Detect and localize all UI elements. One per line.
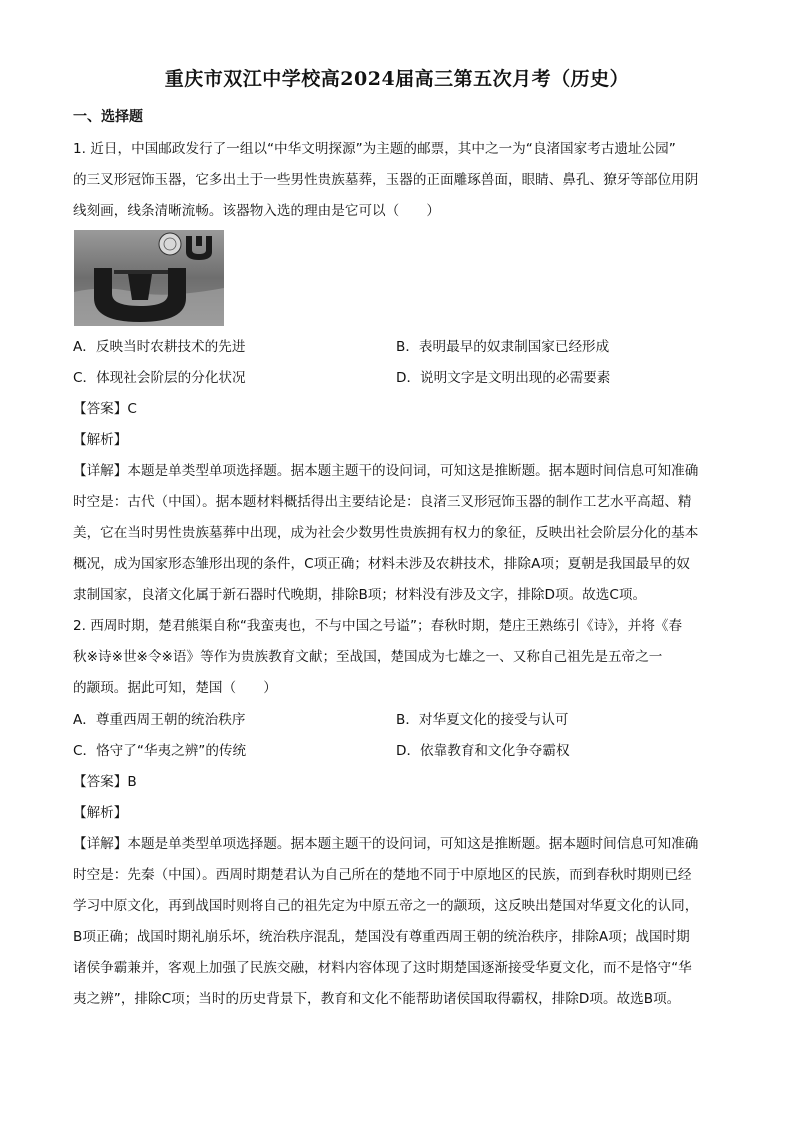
question-1-line: 1. 近日，中国邮政发行了一组以“中华文明探源”为主题的邮票，其中之一为“良渚国家考古遗址公园” bbox=[73, 141, 676, 157]
detail-line: B项正确；战国时期礼崩乐坏，统治秩序混乱，楚国没有尊重西周王朝的统治秩序，排除A项；战国时期 bbox=[73, 929, 690, 945]
detail-line: 概况，成为国家形态雏形出现的条件，C项正确；材料未涉及农耕技术，排除A项；夏朝是我国最早的奴 bbox=[73, 556, 690, 572]
question-1-analysis-label: 【解析】 bbox=[73, 432, 128, 448]
question-2-detail bbox=[73, 829, 723, 1015]
option-b: B．表明最早的奴隶制国家已经形成 bbox=[396, 339, 610, 355]
question-1-detail bbox=[73, 456, 723, 611]
option-c: C．体现社会阶层的分化状况 bbox=[73, 370, 246, 386]
page-title: 重庆市双江中学校高2024届高三第五次月考（历史） bbox=[164, 68, 630, 90]
option-d: D．说明文字是文明出现的必需要素 bbox=[396, 370, 611, 386]
question-1-stem bbox=[73, 134, 723, 227]
jade-artifact-photo bbox=[74, 230, 224, 326]
option-b: B．对华夏文化的接受与认可 bbox=[396, 712, 569, 728]
question-1-answer: 【答案】C bbox=[73, 401, 137, 417]
option-a: A．尊重西周王朝的统治秩序 bbox=[73, 712, 246, 728]
question-2-answer: 【答案】B bbox=[73, 774, 137, 790]
detail-line: 【详解】本题是单类型单项选择题。据本题主题干的设问词，可知这是推断题。据本题时间信息可知准确 bbox=[73, 836, 699, 852]
detail-line: 夷之辨”，排除C项；当时的历史背景下，教育和文化不能帮助诸侯国取得霸权，排除D项。故选B项。 bbox=[73, 991, 681, 1007]
question-1-line: 线刻画，线条清晰流畅。该器物入选的理由是它可以（ ） bbox=[73, 203, 441, 219]
detail-line: 美，它在当时男性贵族墓葬中出现，成为社会少数男性贵族拥有权力的象征，反映出社会阶层分化的基本 bbox=[73, 525, 699, 541]
question-2-line: 的颛顼。据此可知，楚国（ ） bbox=[73, 680, 277, 696]
section-heading: 一、选择题 bbox=[73, 109, 143, 125]
option-a: A．反映当时农耕技术的先进 bbox=[73, 339, 246, 355]
detail-line: 时空是：古代（中国）。据本题材料概括得出主要结论是：良渚三叉形冠饰玉器的制作工艺水平高超、精 bbox=[73, 494, 692, 510]
three-pronged-jade-crown-image bbox=[74, 230, 224, 326]
detail-line: 【详解】本题是单类型单项选择题。据本题主题干的设问词，可知这是推断题。据本题时间信息可知准确 bbox=[73, 463, 699, 479]
option-c: C．恪守了“华夷之辨”的传统 bbox=[73, 743, 247, 759]
detail-line: 诸侯争霸兼并，客观上加强了民族交融，材料内容体现了这时期楚国逐渐接受华夏文化，而不是恪守“华 bbox=[73, 960, 692, 976]
question-2-analysis-label: 【解析】 bbox=[73, 805, 128, 821]
detail-line: 隶制国家，良渚文化属于新石器时代晚期，排除B项；材料没有涉及文字，排除D项。故选C项。 bbox=[73, 587, 647, 603]
question-2-line: 2. 西周时期，楚君熊渠自称“我蛮夷也，不与中国之号谥”；春秋时期，楚庄王熟练引《诗》，并将《春 bbox=[73, 618, 683, 634]
detail-line: 学习中原文化，再到战国时则将自己的祖先定为中原五帝之一的颛顼，这反映出楚国对华夏文化的认同， bbox=[73, 898, 699, 914]
question-2-stem bbox=[73, 611, 723, 704]
question-2-line: 秋※诗※世※令※语》等作为贵族教育文献；至战国，楚国成为七雄之一、又称自己祖先是五帝之一 bbox=[73, 649, 663, 665]
question-1-line: 的三叉形冠饰玉器，它多出土于一些男性贵族墓葬，玉器的正面雕琢兽面，眼睛、鼻孔、獠牙等部位用阴 bbox=[73, 172, 699, 188]
detail-line: 时空是：先秦（中国）。西周时期楚君认为自己所在的楚地不同于中原地区的民族，而到春秋时期则已经 bbox=[73, 867, 692, 883]
question-1-options bbox=[73, 332, 723, 394]
question-2-options bbox=[73, 705, 723, 767]
option-d: D．依靠教育和文化争夺霸权 bbox=[396, 743, 570, 759]
